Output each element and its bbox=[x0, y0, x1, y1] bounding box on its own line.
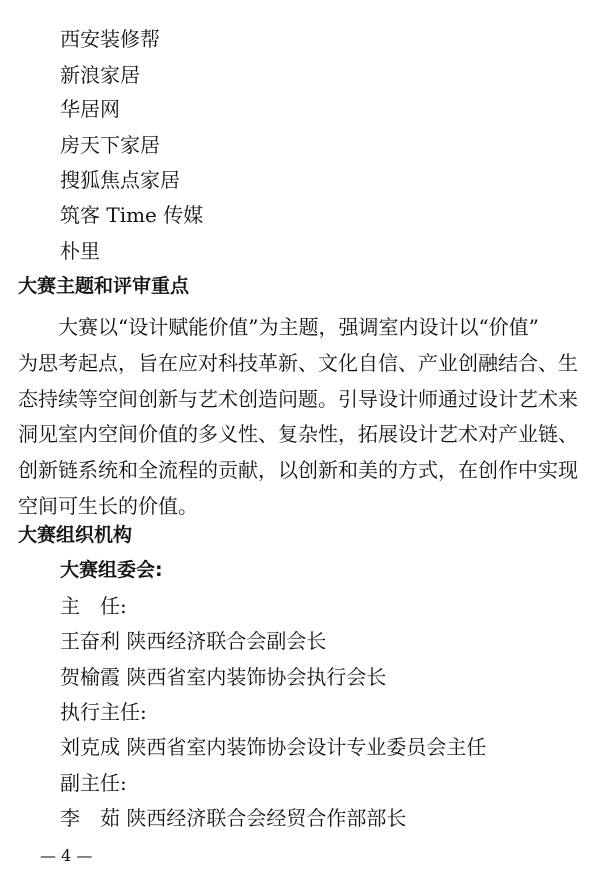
paragraph-line: 洞见室内空间价值的多义性、复杂性，拓展设计艺术对产业链、 bbox=[18, 422, 578, 447]
paragraph-line: 为思考起点，旨在应对科技革新、文化自信、产业创融结合、生 bbox=[18, 350, 578, 375]
paragraph-line: 态持续等空间创新与艺术创造问题。引导设计师通过设计艺术来 bbox=[18, 386, 578, 411]
committee-line: 李 茹 陕西经济联合会经贸合作部部长 bbox=[60, 806, 407, 830]
sponsor-item: 筑客 Time 传媒 bbox=[60, 203, 204, 227]
committee-heading: 大赛组委会: bbox=[60, 559, 163, 581]
paragraph-line: 大赛以“设计赋能价值”为主题，强调室内设计以“价值” bbox=[58, 315, 539, 339]
committee-line: 刘克成 陕西省室内装饰协会设计专业委员会主任 bbox=[60, 735, 487, 759]
paragraph-line: 空间可生长的价值。 bbox=[18, 493, 198, 518]
theme-heading: 大赛主题和评审重点 bbox=[18, 275, 190, 297]
committee-line: 执行主任: bbox=[60, 700, 147, 724]
committee-line: 副主任: bbox=[60, 771, 127, 795]
sponsor-item: 搜狐焦点家居 bbox=[60, 168, 180, 192]
sponsor-item: 朴里 bbox=[60, 239, 100, 263]
sponsor-item: 房天下家居 bbox=[60, 133, 160, 157]
committee-line: 贺榆霞 陕西省室内装饰协会执行会长 bbox=[60, 665, 387, 689]
organization-heading: 大赛组织机构 bbox=[18, 524, 133, 546]
sponsor-item: 新浪家居 bbox=[60, 63, 140, 87]
sponsor-item: 西安装修帮 bbox=[60, 27, 160, 51]
theme-paragraph bbox=[18, 310, 580, 525]
committee-line: 主 任: bbox=[60, 594, 127, 618]
page-number: — 4 — bbox=[40, 846, 93, 865]
committee-line: 王奋利 陕西经济联合会副会长 bbox=[60, 629, 327, 653]
paragraph-line: 创新链系统和全流程的贡献，以创新和美的方式，在创作中实现 bbox=[18, 458, 578, 483]
sponsor-item: 华居网 bbox=[60, 97, 120, 121]
